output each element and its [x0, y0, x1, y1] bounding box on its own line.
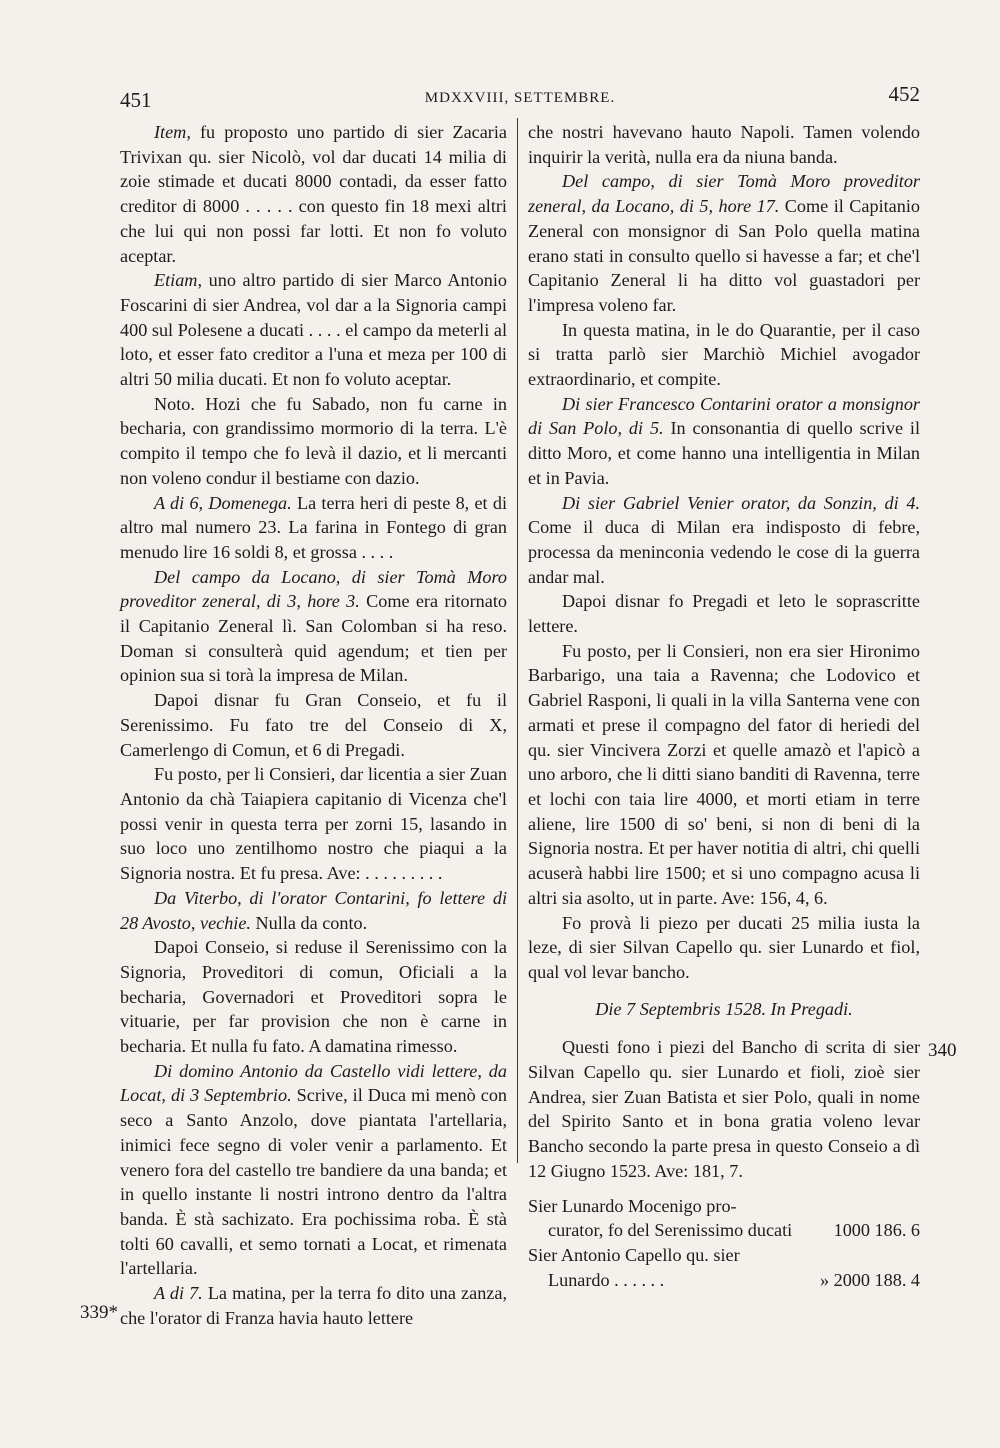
paragraph [120, 886, 507, 935]
entry-heading: Di sier Francesco Contarini orator a monsignor di San Polo, di 5. [528, 393, 920, 439]
paragraph [528, 392, 920, 491]
surety-amount: » 2000 188. 4 [819, 1269, 920, 1290]
paragraph-text: che nostri havevano hauto Napoli. Tamen volendo inquirir la verità, nulla era da niuna banda. [528, 122, 920, 167]
paragraph-text: Questi fono i piezi del Bancho di scrita di sier Silvan Capello qu. sier Lunardo et fioli, zioè sier Andrea, sier Zuan Batista et sier Polo, quali in nome del Spirito Santo et in bona gratia voleno levar Bancho secondo la parte presa in questo Conseio a dì 12 Giugno 1523. Ave: 181, 7. [528, 1037, 920, 1181]
paragraph-text: Fo provà li piezo per ducati 25 milia iusta la leze, di sier Silvan Capello qu. sier Lunardo et fiol, qual vol levar bancho. [528, 912, 920, 982]
column-divider [517, 118, 518, 1163]
sureties-list [528, 1194, 920, 1293]
paragraph-text: La terra heri di peste 8, et di altro mal numero 23. La farina in Fontego di gran menudo lire 16 soldi 8, et grossa . . . . [120, 492, 508, 562]
paragraph [528, 911, 920, 985]
paragraph [528, 491, 920, 590]
paragraph [120, 392, 507, 491]
entry-heading: Del campo, di sier Tomà Moro proveditor zeneral, da Locano, di 5, hore 17. [528, 171, 920, 217]
paragraph [528, 639, 920, 911]
paragraph-text: uno altro partido di sier Marco Antonio Foscarini di sier Andrea, vol dar a la Signoria campi 400 sul Polesene a ducati . . . . el campo da meterli al loto, et esser fato creditor a l'una et meza per 100 di altri 50 milia ducati. Et non fo voluto aceptar. [120, 270, 507, 390]
surety-name: Sier Lunardo Mocenigo pro- [528, 1195, 737, 1216]
page-header [120, 80, 920, 110]
paragraph-text: Fu posto, per li Consieri, dar licentia a sier Zuan Antonio da chà Taiapiera capitanio di Vicenza che'l possi venir in questa terra per zorni 15, lasando in suo loco uno zentilhomo nostro che piaqui a la Signoria nostra. Et fu presa. Ave: . . . . . . . . . [120, 764, 507, 884]
paragraph-text: Come il Capitanio Zeneral con monsignor di San Polo quella matina erano stati in consulto quello si havesse a far; et che'l Capitanio Zeneral li ha ditto vol guastadori per l'impresa voleno far. [528, 196, 920, 315]
paragraph-text: Noto. Hozi che fu Sabado, non fu carne in becharia, con grandissimo mormorio di la terra. L'è compito il tempo che fo levà il dazio, et li mercanti non voleno condur il bestiame con dazio. [120, 393, 507, 488]
paragraph [120, 688, 507, 762]
paragraph-text: Dapoi disnar fo Pregadi et leto le soprascritte lettere. [528, 591, 920, 637]
paragraph-text: Nulla da conto. [250, 912, 368, 933]
paragraph [120, 762, 507, 886]
right-column-after-dateline [528, 1035, 920, 1183]
left-margin-note: 339* [80, 1302, 118, 1323]
surety-row [528, 1194, 920, 1219]
paragraph-text: La matina, per la terra fo dito una zanza, che l'orator di Franza havia hauto lettere [120, 1283, 507, 1328]
entry-heading: Da Viterbo, di l'orator Contarini, fo lettere di 28 Avosto, vechie. [120, 887, 507, 933]
paragraph [120, 935, 507, 1059]
paragraph [120, 120, 507, 268]
entry-heading: Di sier Gabriel Venier orator, da Sonzin, di 4. [562, 492, 920, 513]
paragraph [120, 491, 507, 565]
paragraph-text: Come era ritornato il Capitanio Zeneral lì. San Colomban si ha reso. Doman si consulterà quid agendum; et tien per opinion sua si torà la impresa de Milan. [120, 591, 507, 686]
paragraph-text: Scrive, il Duca mi menò con seco a Santo Anzolo, dove piantata l'artellaria, inimici fece segno di voler venir a parlamento. Et venero fora del castello tre bandiere da una banda; et in quello instante li nostri introno dentro da l'altra banda. È stà sachizato. Era pochissima roba. È stà tolti 60 cavalli, et semo tornati a Locat, et rimenata l'artellaria. [120, 1085, 508, 1279]
paragraph [120, 1059, 507, 1281]
paragraph [120, 1281, 507, 1330]
entry-heading: Del campo da Locano, di sier Tomà Moro proveditor zeneral, di 3, hore 3. [120, 566, 507, 612]
surety-row [528, 1243, 920, 1268]
surety-name: curator, fo del Serenissimo ducati [548, 1220, 793, 1241]
paragraph [528, 318, 920, 392]
running-head: MDXXVIII, SETTEMBRE. [424, 90, 616, 106]
surety-row [528, 1268, 920, 1293]
surety-name: Lunardo . . . . . . [548, 1269, 665, 1290]
paragraph-text: In consonantia di quello scrive il ditto Moro, et come hanno una intelligentia in Milan et in Pavia. [528, 418, 920, 488]
paragraph [528, 120, 920, 169]
right-column [528, 120, 920, 1292]
paragraph [528, 589, 920, 638]
paragraph-text: Dapoi disnar fu Gran Conseio, et fu il Serenissimo. Fu fato tre del Conseio di X, Camerlengo di Comun, et 6 di Pregadi. [120, 690, 507, 760]
paragraph-text: In questa matina, in le do Quarantie, per il caso si tratta parlò sier Marchiò Michiel avogador extraordinario, et compite. [528, 319, 920, 390]
paragraph-text: fu proposto uno partido di sier Zacaria Trivixan qu. sier Nicolò, vol dar ducati 14 milia di zoie stimade et ducati 8000 contadi, da esser fatto creditor di 8000 . . . . . con questo fin 18 mexi altri che lui qui non possi far lotti. Et non fo voluto aceptar. [120, 122, 507, 266]
paragraph-text: Fu posto, per li Consieri, non era sier Hironimo Barbarigo, una taia a Ravenna; che Lodovico et Gabriel Rasponi, li quali in la villa Santerna vene con armati et prese il compagno del fator di heriedi del qu. sier Vincivera Zorzi et quelle amazò et l'apicò a uno arboro, che li ditti siano banditi di Ravenna, terre et lochi con taia lire 4000, et morti etiam in terre aliene, lire 1500 di so' beni, si non di beni di la Signoria nostra. Et per haver notitia di altri, chi quelli acuserà habbi lire 1500; et si uno compagno acusa li altri sia asolto, ut in parte. Ave: 156, 4, 6. [528, 640, 920, 908]
right-column-entries [528, 120, 920, 985]
surety-name: Sier Antonio Capello qu. sier [528, 1244, 740, 1265]
entry-heading: Etiam, [154, 270, 202, 291]
left-page-number: 451 [120, 88, 152, 112]
paragraph [120, 565, 507, 689]
paragraph [120, 268, 507, 392]
paragraph-text: Come il duca di Milan era indisposto di febre, processa da meninconia vedendo le cose di la guerra andar mal. [528, 517, 920, 587]
right-margin-note: 340 [928, 1040, 957, 1061]
entry-heading: A di 6, Domenega. [154, 492, 292, 513]
left-column [120, 120, 507, 1330]
session-dateline: Die 7 Septembris 1528. In Pregadi. [595, 998, 853, 1019]
paragraph [528, 169, 920, 317]
right-page-number: 452 [888, 82, 920, 106]
surety-amount: 1000 186. 6 [833, 1220, 920, 1241]
entry-heading: A di 7. [154, 1283, 203, 1304]
paragraph-text: Dapoi Conseio, si reduse il Serenissimo con la Signoria, Proveditori di comun, Oficiali a la becharia, Governadori et Proveditori sopra le vituarie, per far provision che non è carne in becharia. Et nulla fu fato. A damatina rimesso. [120, 937, 507, 1057]
entry-heading: Item, [154, 122, 191, 142]
entry-heading: Di domino Antonio da Castello vidi lettere, da Locat, di 3 Septembrio. [120, 1060, 507, 1106]
surety-row [528, 1218, 920, 1243]
paragraph [528, 1035, 920, 1183]
